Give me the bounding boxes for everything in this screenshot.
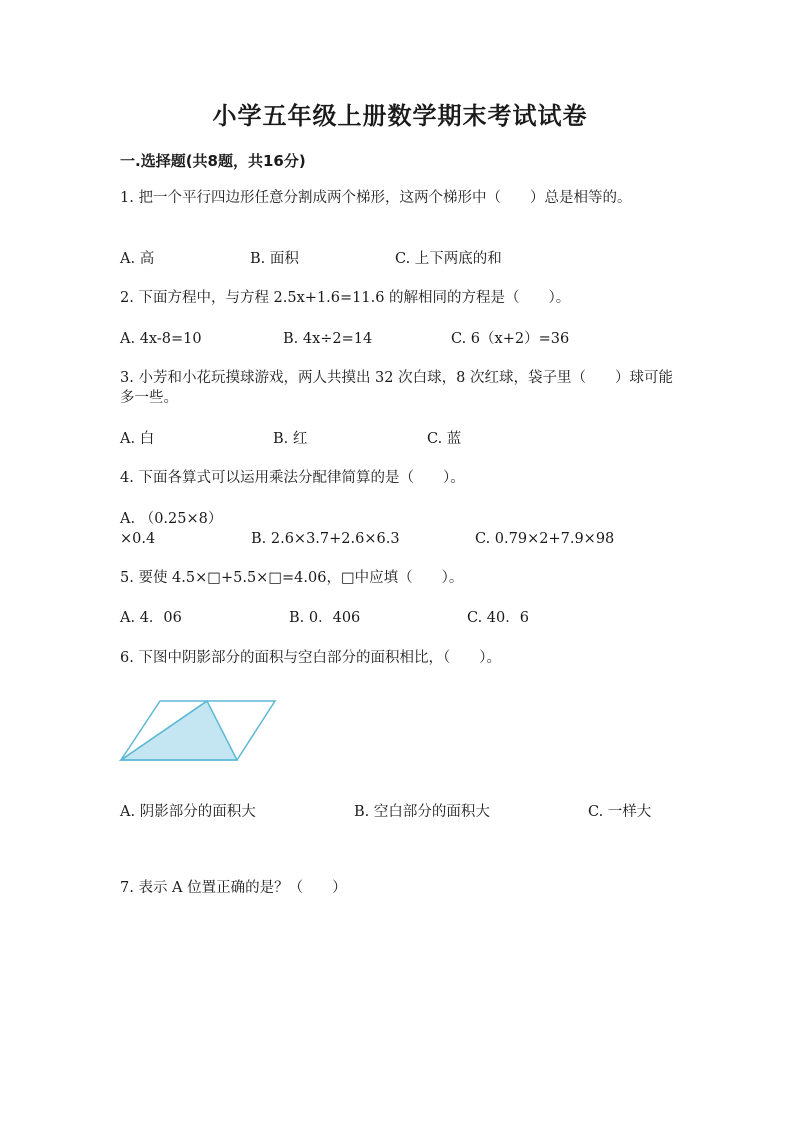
question-1-option-b[interactable]: B. 面积 <box>250 251 299 267</box>
question-4-option-a[interactable]: A. （0.25×8） <box>120 511 223 527</box>
question-6-option-b[interactable]: B. 空白部分的面积大 <box>354 804 490 820</box>
question-4-option-a-continued[interactable]: ×0.4 <box>120 531 156 547</box>
question-6-stem: 6. 下图中阴影部分的面积与空白部分的面积相比，（ ）。 <box>120 650 501 666</box>
question-4-option-c[interactable]: C. 0.79×2+7.9×98 <box>475 531 615 547</box>
question-3-stem: 3. 小芳和小花玩摸球游戏，两人共摸出 32 次白球，8 次红球，袋子里（ ）球可能多一些。 <box>120 370 673 406</box>
question-2-option-c[interactable]: C. 6（x+2）=36 <box>451 331 570 347</box>
question-6-option-a[interactable]: A. 阴影部分的面积大 <box>120 804 256 820</box>
question-6-option-c[interactable]: C. 一样大 <box>588 804 652 820</box>
question-3-option-b[interactable]: B. 红 <box>273 431 308 447</box>
question-3-option-c[interactable]: C. 蓝 <box>427 431 462 447</box>
question-2-stem: 2. 下面方程中，与方程 2.5x+1.6=11.6 的解相同的方程是（ ）。 <box>120 290 571 306</box>
shaded-triangle <box>121 701 237 760</box>
question-2-option-b[interactable]: B. 4x÷2=14 <box>283 331 373 347</box>
question-1-stem: 1. 把一个平行四边形任意分割成两个梯形，这两个梯形中（ ）总是相等的。 <box>120 190 632 206</box>
question-7-stem: 7. 表示 A 位置正确的是？（ ） <box>120 880 347 896</box>
page-title: 小学五年级上册数学期末考试试卷 <box>212 102 588 130</box>
question-2-option-a[interactable]: A. 4x-8=10 <box>120 331 202 347</box>
question-5-stem: 5. 要使 4.5×□+5.5×□=4.06，□中应填（ ）。 <box>120 570 464 586</box>
parallelogram-figure <box>118 698 280 764</box>
question-4-option-b[interactable]: B. 2.6×3.7+2.6×6.3 <box>251 531 400 547</box>
question-3-option-a[interactable]: A. 白 <box>120 431 155 447</box>
question-5-option-b[interactable]: B. 0．406 <box>289 610 361 626</box>
question-5-option-c[interactable]: C. 40．6 <box>467 610 529 626</box>
question-1-option-a[interactable]: A. 高 <box>120 251 155 267</box>
question-1-option-c[interactable]: C. 上下两底的和 <box>395 251 502 267</box>
question-5-option-a[interactable]: A. 4．06 <box>120 610 182 626</box>
section-heading: 一.选择题(共8题，共16分) <box>120 152 306 170</box>
question-4-stem: 4. 下面各算式可以运用乘法分配律简算的是（ ）。 <box>120 470 465 486</box>
